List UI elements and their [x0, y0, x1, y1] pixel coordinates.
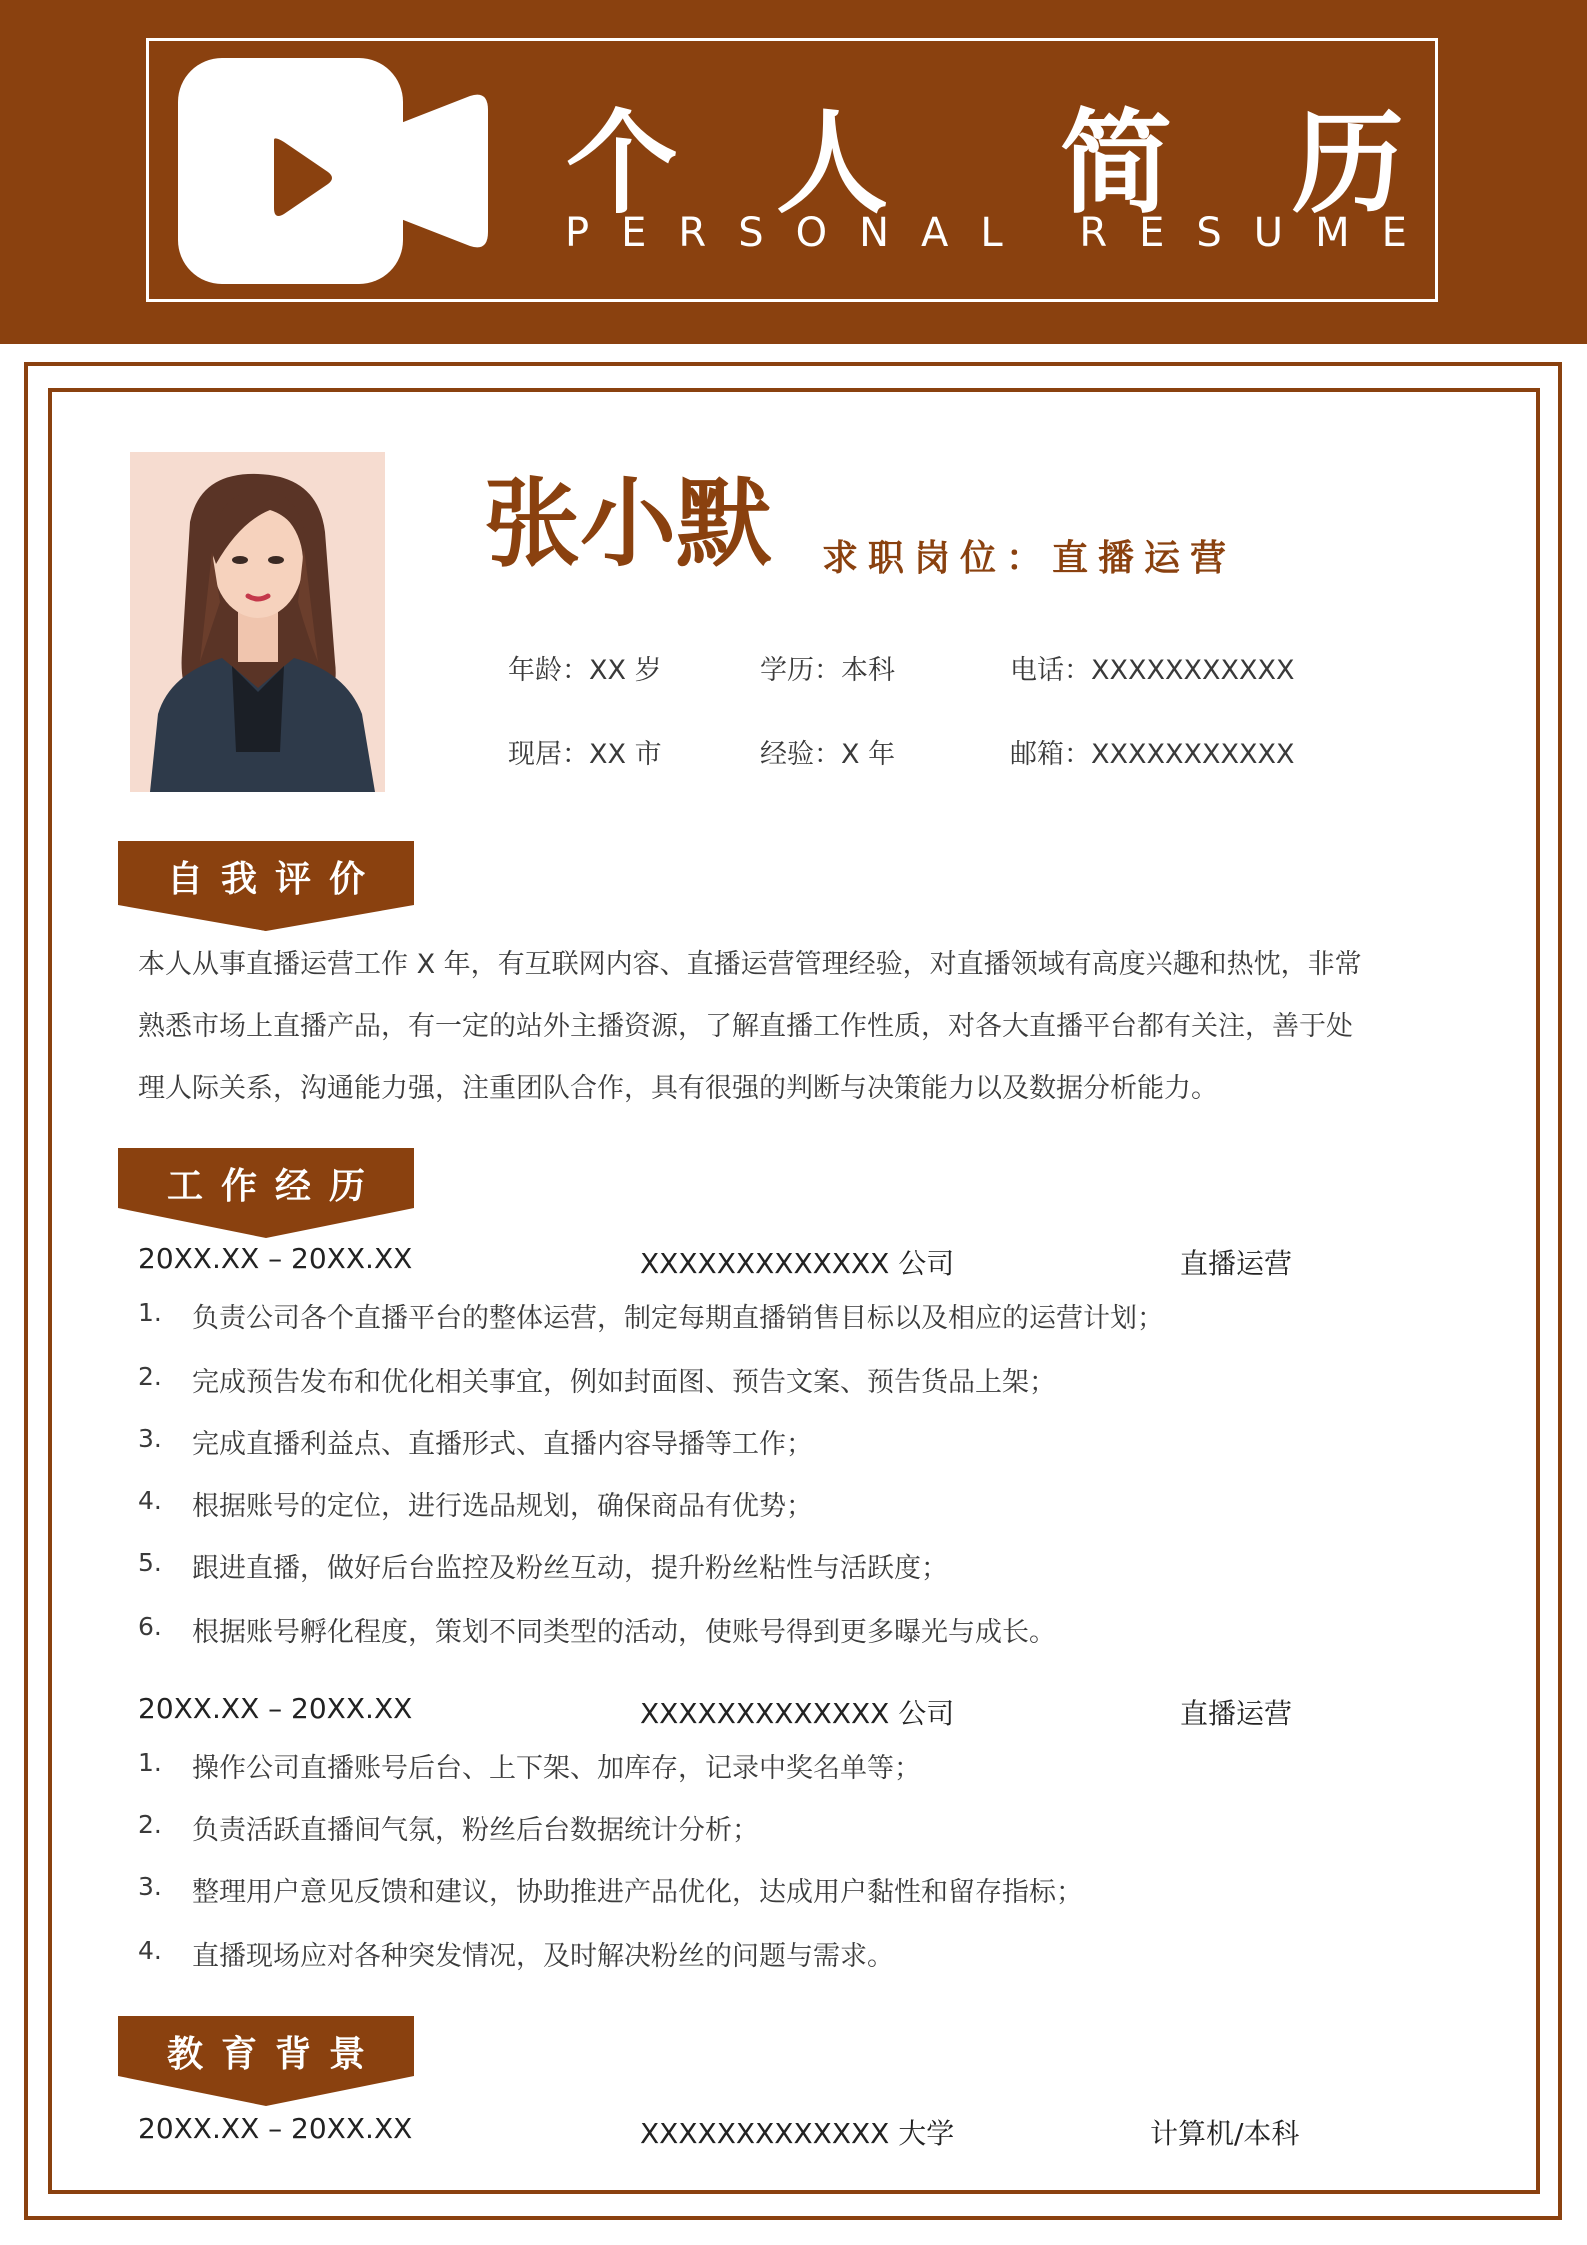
job-title: 直播运营: [1052, 538, 1237, 579]
section-self-header: [118, 841, 414, 931]
section-edu-header: [118, 2016, 414, 2106]
job2-company: XXXXXXXXXXXXX 公司: [640, 1697, 955, 1730]
title-char-2: 人: [776, 98, 888, 229]
section-edu-title: 教育背景: [166, 2034, 383, 2075]
self-line-3: 理人际关系，沟通能力强，注重团队合作，具有很强的判断与决策能力以及数据分析能力。: [138, 1073, 1218, 1104]
self-line-1: 本人从事直播运营工作 X 年，有互联网内容、直播运营管理经验，对直播领域有高度兴趣和热忱，非常: [138, 949, 1362, 980]
job2-item-number: 4.: [138, 1936, 162, 1965]
job2-item-text: 整理用户意见反馈和建议，协助推进产品优化，达成用户黏性和留存指标；: [192, 1877, 1083, 1908]
job1-item-text: 完成直播利益点、直播形式、直播内容导播等工作；: [192, 1429, 813, 1460]
job1-item-number: 3.: [138, 1424, 162, 1453]
job1-item-number: 2.: [138, 1362, 162, 1391]
self-evaluation-text: [138, 934, 1458, 1120]
job1-item-number: 6.: [138, 1612, 162, 1641]
job1-item-text: 根据账号孵化程度，策划不同类型的活动，使账号得到更多曝光与成长。: [192, 1617, 1056, 1648]
job2-item-number: 1.: [138, 1748, 162, 1777]
info-phone: 电话：XXXXXXXXXXX: [1010, 655, 1295, 686]
section-work-title: 工作经历: [166, 1166, 383, 1207]
job1-company: XXXXXXXXXXXXX 公司: [640, 1247, 955, 1280]
job1-date: 20XX.XX – 20XX.XX: [138, 1242, 413, 1275]
info-age: 年龄：XX 岁: [508, 655, 662, 686]
job2-item-number: 2.: [138, 1810, 162, 1839]
profile-photo: [130, 452, 385, 792]
job1-item-number: 1.: [138, 1298, 162, 1327]
info-education: 学历：本科: [760, 655, 895, 686]
job1-item-text: 负责公司各个直播平台的整体运营，制定每期直播销售目标以及相应的运营计划；: [192, 1303, 1164, 1334]
job1-item-number: 4.: [138, 1486, 162, 1515]
info-email: 邮箱：XXXXXXXXXXX: [1010, 739, 1295, 770]
job1-item-text: 跟进直播，做好后台监控及粉丝互动，提升粉丝粘性与活跃度；: [192, 1553, 948, 1584]
job2-item-text: 负责活跃直播间气氛，粉丝后台数据统计分析；: [192, 1815, 759, 1846]
info-residence: 现居：XX 市: [508, 739, 662, 770]
section-work-header: [118, 1148, 414, 1238]
job-label: 求职岗位：: [822, 538, 1053, 579]
job1-item-text: 根据账号的定位，进行选品规划，确保商品有优势；: [192, 1491, 813, 1522]
candidate-name: 张小默: [484, 467, 772, 580]
job2-date: 20XX.XX – 20XX.XX: [138, 1692, 413, 1725]
section-self-title: 自我评价: [166, 859, 383, 900]
job1-item-text: 完成预告发布和优化相关事宜，例如封面图、预告文案、预告货品上架；: [192, 1367, 1056, 1398]
job2-role: 直播运营: [1180, 1697, 1293, 1730]
job1-role: 直播运营: [1180, 1247, 1293, 1280]
title-char-4: 历: [1292, 98, 1404, 229]
self-line-2: 熟悉市场上直播产品，有一定的站外主播资源，了解直播工作性质，对各大直播平台都有关注，善于处: [138, 1011, 1353, 1042]
edu-major: 计算机/本科: [1150, 2117, 1300, 2150]
header-subtitle: PERSONAL RESUME: [565, 210, 1439, 256]
title-char-1: 个: [566, 98, 678, 229]
edu-school: XXXXXXXXXXXXX 大学: [640, 2117, 955, 2150]
title-char-3: 简: [1060, 98, 1172, 229]
info-experience: 经验：X 年: [760, 739, 896, 770]
job1-item-number: 5.: [138, 1548, 162, 1577]
video-camera-icon: [178, 58, 488, 284]
job2-item-text: 直播现场应对各种突发情况，及时解决粉丝的问题与需求。: [192, 1941, 894, 1972]
job2-item-number: 3.: [138, 1872, 162, 1901]
edu-date: 20XX.XX – 20XX.XX: [138, 2112, 413, 2145]
job-target: [822, 530, 1236, 581]
job2-item-text: 操作公司直播账号后台、上下架、加库存，记录中奖名单等；: [192, 1753, 921, 1784]
